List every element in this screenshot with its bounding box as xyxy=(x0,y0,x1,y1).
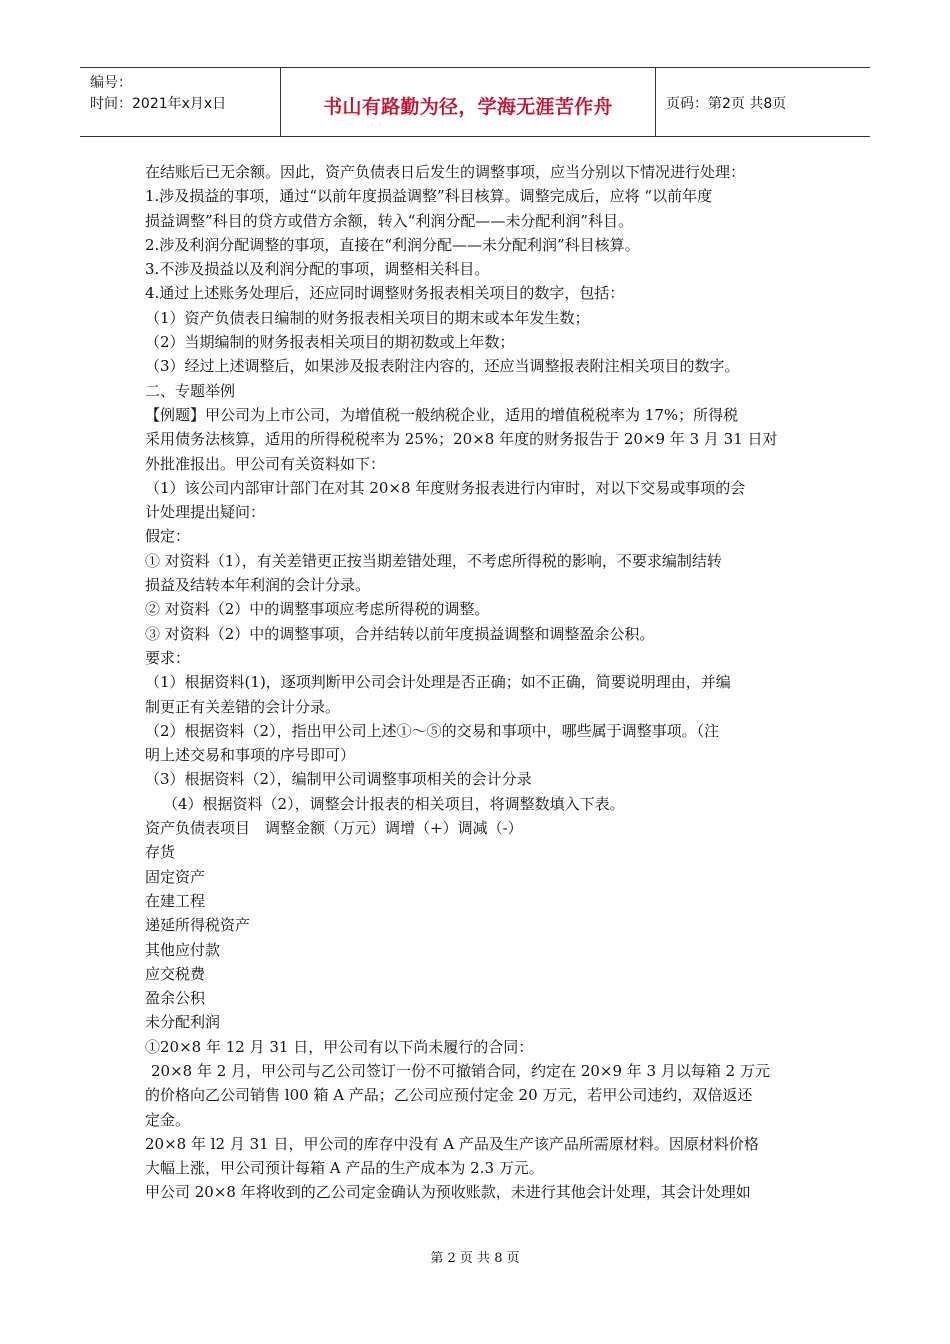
table-header-line: 资产负债表项目 调整金额（万元）调增（+）调减（-） xyxy=(145,819,523,838)
body-line: 3.不涉及损益以及利润分配的事项，调整相关科目。 xyxy=(145,260,490,279)
body-line: 【例题】甲公司为上市公司，为增值税一般纳税企业，适用的增值税税率为 17%；所得税 xyxy=(145,405,739,424)
body-line: 损益及结转本年利润的会计分录。 xyxy=(145,576,371,595)
document-body xyxy=(145,160,810,1205)
body-line: 1.涉及损益的事项，通过“以前年度损益调整”科目核算。调整完成后，应将 “以前年度 xyxy=(145,187,713,206)
table-row-label: 其他应付款 xyxy=(145,940,221,959)
body-line: 要求： xyxy=(145,648,191,667)
body-line: ① 对资料（1），有关差错更正按当期差错处理，不考虑所得税的影响，不要求编制结转 xyxy=(145,551,722,570)
body-line: 明上述交易和事项的序号即可） xyxy=(145,746,356,765)
table-row-label: 固定资产 xyxy=(145,867,206,886)
body-line: 的价格向乙公司销售 l00 箱 A 产品；乙公司应预付定金 20 万元，若甲公司违约，双倍返还 xyxy=(145,1086,753,1105)
body-line: （2）当期编制的财务报表相关项目的期初数或上年数； xyxy=(145,333,515,352)
body-line: （1）该公司内部审计部门在对其 20×8 年度财务报表进行内审时，对以下交易或事项的会 xyxy=(145,478,746,497)
page-footer: 第 2 页 共 8 页 xyxy=(430,1251,520,1266)
table-row-label: 存货 xyxy=(145,843,176,862)
body-line: 制更正有关差错的会计分录。 xyxy=(145,697,341,716)
body-line: 2.涉及利润分配调整的事项，直接在“利润分配——未分配利润”科目核算。 xyxy=(145,235,640,254)
body-line: 20×8 年 l2 月 31 日，甲公司的库存中没有 A 产品及生产该产品所需原材料。因原材料价格 xyxy=(145,1134,759,1153)
section-heading: 二、专题举例 xyxy=(145,381,236,400)
body-line: 在结账后已无余额。因此，资产负债表日后发生的调整事项，应当分别以下情况进行处理： xyxy=(145,163,746,181)
body-line: 外批准报出。甲公司有关资料如下： xyxy=(145,454,386,473)
body-line: 假定： xyxy=(145,527,191,546)
table-row-label: 递延所得税资产 xyxy=(145,916,251,935)
body-line: ② 对资料（2）中的调整事项应考虑所得税的调整。 xyxy=(145,600,490,619)
body-line: 4.通过上述账务处理后，还应同时调整财务报表相关项目的数字，包括： xyxy=(145,284,625,303)
body-line: （2）根据资料（2），指出甲公司上述①～⑤的交易和事项中，哪些属于调整事项。（注 xyxy=(145,721,720,740)
body-line: （1）资产负债表日编制的财务报表相关项目的期末或本年发生数； xyxy=(145,308,590,327)
page-header xyxy=(80,67,870,137)
table-row-label: 未分配利润 xyxy=(145,1013,221,1032)
body-line: 定金。 xyxy=(145,1110,191,1129)
header-page-code: 页码：第2页 共8页 xyxy=(666,96,787,112)
header-page-cell xyxy=(656,68,870,136)
body-line: （3）根据资料（2），编制甲公司调整事项相关的会计分录 xyxy=(145,770,532,789)
body-line: （4）根据资料（2），调整会计报表的相关项目，将调整数填入下表。 xyxy=(163,794,625,813)
header-motto: 书山有路勤为径，学海无涯苦作舟 xyxy=(323,96,613,118)
table-row-label: 盈余公积 xyxy=(145,989,206,1008)
header-info-cell xyxy=(80,68,281,136)
body-line: 大幅上涨，甲公司预计每箱 A 产品的生产成本为 2.3 万元。 xyxy=(145,1159,544,1178)
body-line: 采用债务法核算，适用的所得税税率为 25%；20×8 年度的财务报告于 20×9 年 3 月 31 日对 xyxy=(145,430,778,449)
document-number-label: 编号： xyxy=(90,75,132,91)
body-line: （1）根据资料(1)，逐项判断甲公司会计处理是否正确；如不正确，简要说明理由，并编 xyxy=(145,673,731,692)
body-line: 20×8 年 2 月，甲公司与乙公司签订一份不可撤销合同，约定在 20×9 年 3 月以每箱 2 万元 xyxy=(151,1061,770,1080)
table-row-label: 应交税费 xyxy=(145,964,206,983)
body-line: ①20×8 年 12 月 31 日，甲公司有以下尚未履行的合同： xyxy=(145,1037,534,1056)
body-line: 计处理提出疑问： xyxy=(145,503,266,522)
body-line: （3）经过上述调整后，如果涉及报表附注内容的，还应当调整报表附注相关项目的数字。 xyxy=(145,357,740,376)
table-row-label: 在建工程 xyxy=(145,891,206,910)
body-line: 损益调整”科目的贷方或借方余额，转入“利润分配——未分配利润”科目。 xyxy=(145,211,634,230)
header-motto-cell xyxy=(281,68,656,136)
body-line: 甲公司 20×8 年将收到的乙公司定金确认为预收账款，未进行其他会计处理，其会计处理如 xyxy=(145,1183,751,1202)
body-line: ③ 对资料（2）中的调整事项，合并结转以前年度损益调整和调整盈余公积。 xyxy=(145,624,655,643)
document-date-label: 时间：2021年x月x日 xyxy=(90,96,227,112)
